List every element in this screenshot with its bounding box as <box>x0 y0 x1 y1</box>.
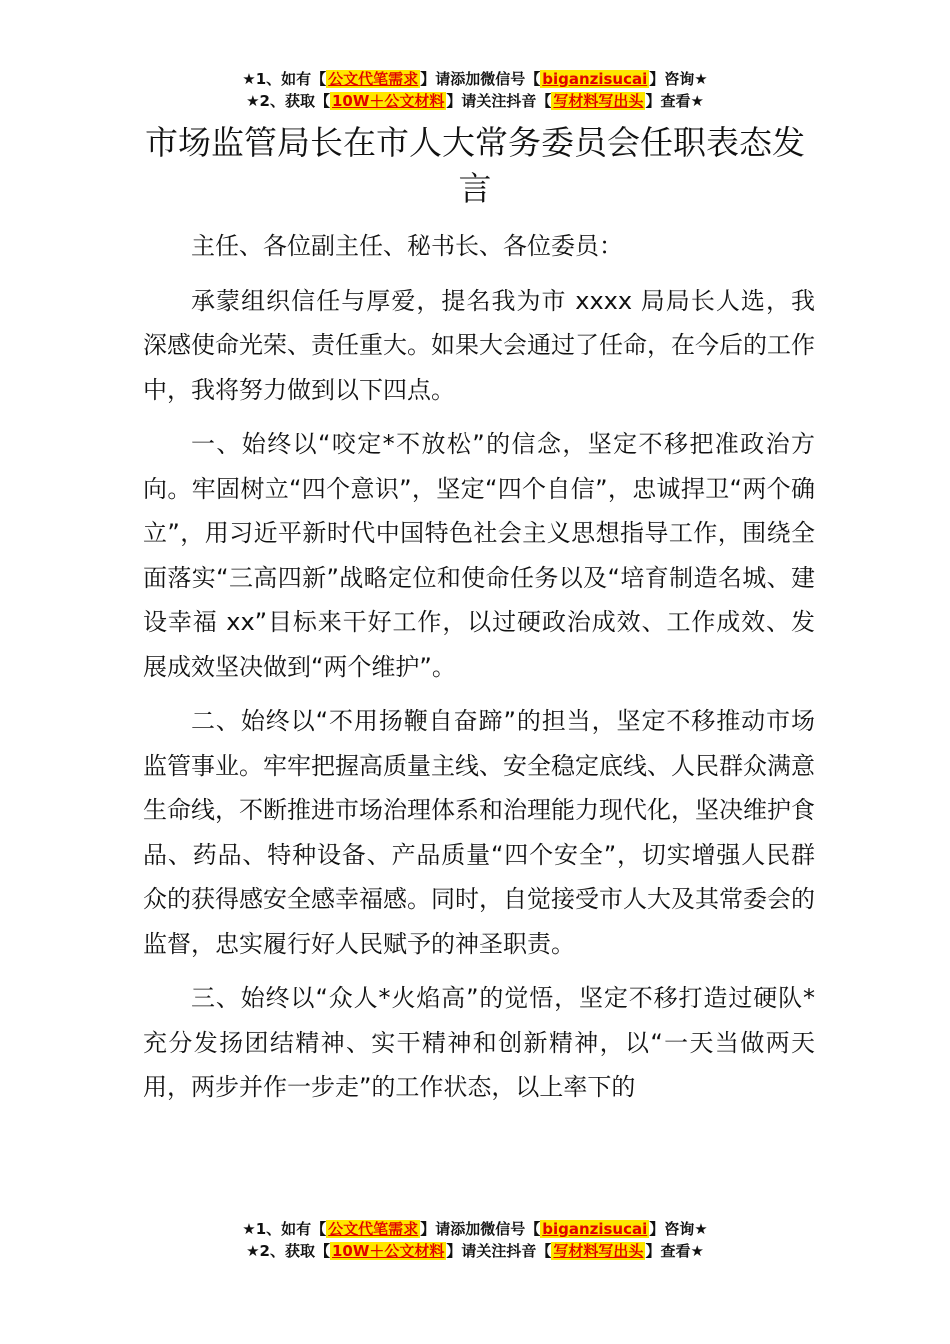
promo-highlight-douyin: 写材料写出头 <box>553 1242 644 1260</box>
promo-text: 】请添加微信号【 <box>420 70 541 88</box>
promo-banner-bottom <box>0 1218 950 1262</box>
paragraph-intro: 承蒙组织信任与厚爱，提名我为市 xxxx 局局长人选，我深感使命光荣、责任重大。如果大会通过了任命，在今后的工作中，我将努力做到以下四点。 <box>143 286 815 404</box>
document-body <box>143 224 815 1120</box>
promo-text: 】请关注抖音【 <box>446 1242 552 1260</box>
promo-highlight-douyin: 写材料写出头 <box>553 92 644 110</box>
promo-text: 】查看★ <box>645 1242 704 1260</box>
promo-banner-top <box>0 68 950 112</box>
promo-text: 】咨询★ <box>649 70 708 88</box>
promo-text: ★1、如有【 <box>242 70 327 88</box>
promo-text: ★1、如有【 <box>242 1220 327 1238</box>
promo-line-1 <box>0 68 950 90</box>
promo-text: 】查看★ <box>645 92 704 110</box>
salutation: 主任、各位副主任、秘书长、各位委员： <box>191 232 623 260</box>
paragraph-point-3: 三、始终以“众人*火焰高”的觉悟，坚定不移打造过硬队*充分发扬团结精神、实干精神和创新精神，以“一天当做两天用，两步并作一步走”的工作状态，以上率下的 <box>143 984 815 1101</box>
promo-text: 】请添加微信号【 <box>420 1220 541 1238</box>
promo-text: 】请关注抖音【 <box>446 92 552 110</box>
promo-highlight-wechat-id: biganzisucai <box>542 70 648 88</box>
promo-highlight-wechat-id: biganzisucai <box>542 1220 648 1238</box>
promo-text: ★2、获取【 <box>246 92 330 110</box>
promo-line-2 <box>0 90 950 112</box>
promo-line-2 <box>0 1240 950 1262</box>
promo-line-1 <box>0 1218 950 1240</box>
promo-text: ★2、获取【 <box>246 1242 330 1260</box>
promo-highlight-service: 公文代笔需求 <box>328 70 419 88</box>
document-title: 市场监管局长在市人大常务委员会任职表态发言 <box>145 123 805 208</box>
promo-highlight-materials: 10W＋公文材料 <box>331 1242 445 1260</box>
paragraph-point-2: 二、始终以“不用扬鞭自奋蹄”的担当，坚定不移推动市场监管事业。牢牢把握高质量主线、安全稳定底线、人民群众满意生命线，不断推进市场治理体系和治理能力现代化，坚决维护食品、药品、特种设备、产品质量“四个安全”，切实增强人民群众的获得感安全感幸福感。同时，自觉接受市人大及其常委会的监督，忠实履行好人民赋予的神圣职责。 <box>143 707 815 958</box>
paragraph-point-1: 一、始终以“咬定*不放松”的信念，坚定不移把准政治方向。牢固树立“四个意识”，坚定“四个自信”，忠诚捍卫“两个确立”，用习近平新时代中国特色社会主义思想指导工作，围绕全面落实“三高四新”战略定位和使命任务以及“培育制造名城、建设幸福 xx”目标来干好工作，以过硬政治成效、工作成效、发展成效坚决做到“两个维护”。 <box>143 430 815 681</box>
promo-highlight-materials: 10W＋公文材料 <box>331 92 445 110</box>
promo-highlight-service: 公文代笔需求 <box>328 1220 419 1238</box>
promo-text: 】咨询★ <box>649 1220 708 1238</box>
